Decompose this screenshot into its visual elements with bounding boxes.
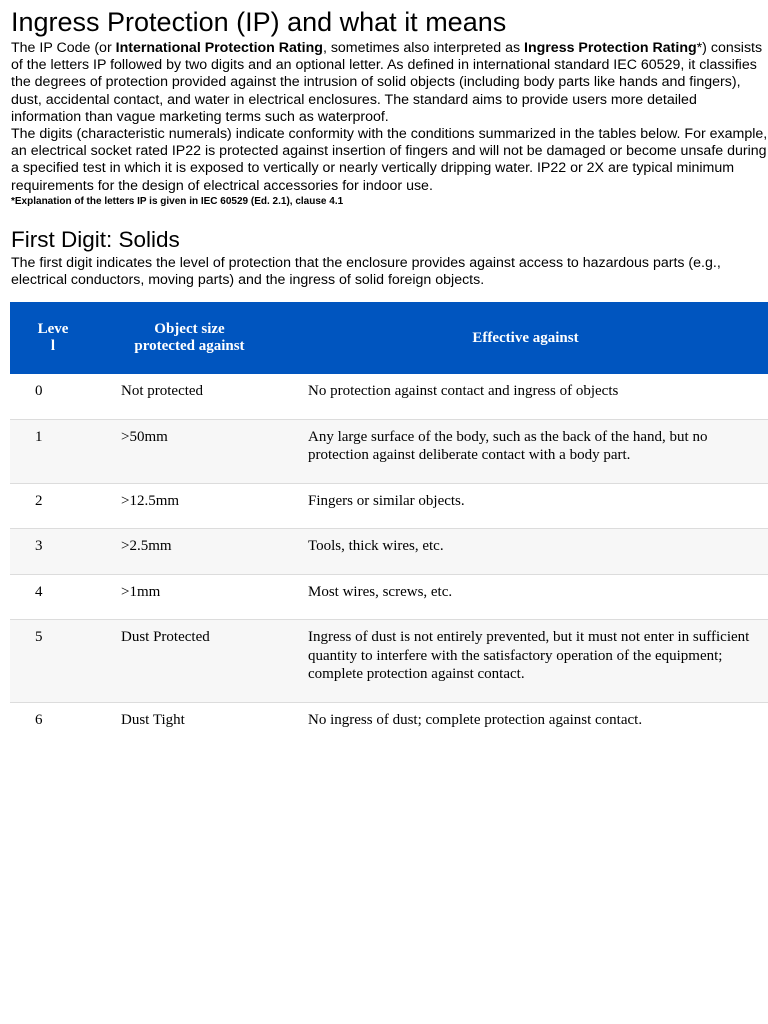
cell-object-size: Dust Protected: [96, 620, 283, 703]
footnote: *Explanation of the letters IP is given in IEC 60529 (Ed. 2.1), clause 4.1: [11, 195, 344, 207]
table-header: [10, 302, 768, 374]
cell-level: 2: [10, 483, 96, 529]
cell-level: 5: [10, 620, 96, 703]
intro-term-international: International Protection Rating: [115, 40, 323, 56]
cell-object-size: >50mm: [96, 419, 283, 483]
cell-level: 0: [10, 374, 96, 419]
cell-level: 6: [35, 711, 43, 728]
cell-spacer: [283, 483, 308, 529]
cell-spacer: [283, 419, 308, 483]
cell-spacer: [283, 702, 308, 747]
table-row: [10, 620, 768, 703]
cell-effective-against: Most wires, screws, etc.: [308, 574, 768, 620]
solids-table: [10, 302, 768, 747]
header-effective-against: Effective against: [283, 302, 768, 374]
table-row: [10, 702, 768, 747]
cell-spacer: [283, 374, 308, 419]
cell-level: 1: [10, 419, 96, 483]
cell-object-size: >1mm: [96, 574, 283, 620]
table-row: [10, 483, 768, 529]
header-level: Leve l: [10, 302, 96, 374]
table-row: [10, 419, 768, 483]
table-row: [10, 529, 768, 575]
cell-object-size: Dust Tight: [121, 711, 185, 728]
section-description: The first digit indicates the level of protection that the enclosure provides against access to hazardous parts (e.g., electrical conductors, moving parts) and the ingress of solid foreign objects.: [11, 254, 721, 289]
section-heading: First Digit: Solids: [11, 226, 180, 252]
cell-object-size: >2.5mm: [96, 529, 283, 575]
intro-text: *) consists of the letters IP followed by two digits and an optional letter. As defined in international standard IEC 60529, it classifies the degrees of protection provided against the intrusion of solid objects (including body parts like hands and fingers), dust, accidental contact, and water in electrical enclosures. The standard aims to provide users more detailed information than vague marketing terms such as waterproof.: [11, 40, 763, 125]
intro-text: , sometimes also interpreted as: [322, 40, 525, 56]
document-page: [11, 0, 768, 289]
cell-spacer: [283, 574, 308, 620]
table-row: [10, 374, 768, 419]
cell-effective-against: No ingress of dust; complete protection against contact.: [308, 711, 643, 728]
intro-text: The IP Code (or: [11, 40, 116, 56]
cell-effective-against: No protection against contact and ingress of objects: [308, 374, 768, 419]
header-object-size: Object size protected against: [96, 302, 283, 374]
cell-object-size: >12.5mm: [96, 483, 283, 529]
cell-level: 3: [10, 529, 96, 575]
intro-term-ingress: Ingress Protection Rating: [524, 40, 697, 56]
cell-effective-against: Fingers or similar objects.: [308, 483, 768, 529]
cell-spacer: [283, 529, 308, 575]
table-body: [10, 374, 768, 747]
cell-effective-against: Ingress of dust is not entirely prevented, but it must not enter in sufficient quantity to interfere with the satisfactory operation of the equipment; complete protection against contact.: [308, 620, 768, 703]
intro-paragraph-2: The digits (characteristic numerals) indicate conformity with the conditions summarized in the tables below. For example, an electrical socket rated IP22 is protected against insertion of fingers and will not be damaged or become unsafe during a specified test in which it is exposed to vertically or nearly vertically dripping water. IP22 or 2X are typical minimum requirements for the design of electrical accessories for indoor use.: [11, 126, 768, 194]
cell-object-size: Not protected: [96, 374, 283, 419]
cell-effective-against: Tools, thick wires, etc.: [308, 529, 768, 575]
cell-spacer: [283, 620, 308, 703]
table-row: [10, 574, 768, 620]
intro-paragraph-1: [11, 40, 768, 126]
page-title: Ingress Protection (IP) and what it means: [11, 7, 507, 37]
cell-effective-against: Any large surface of the body, such as the back of the hand, but no protection against deliberate contact with a body part.: [308, 419, 768, 483]
cell-level: 4: [10, 574, 96, 620]
